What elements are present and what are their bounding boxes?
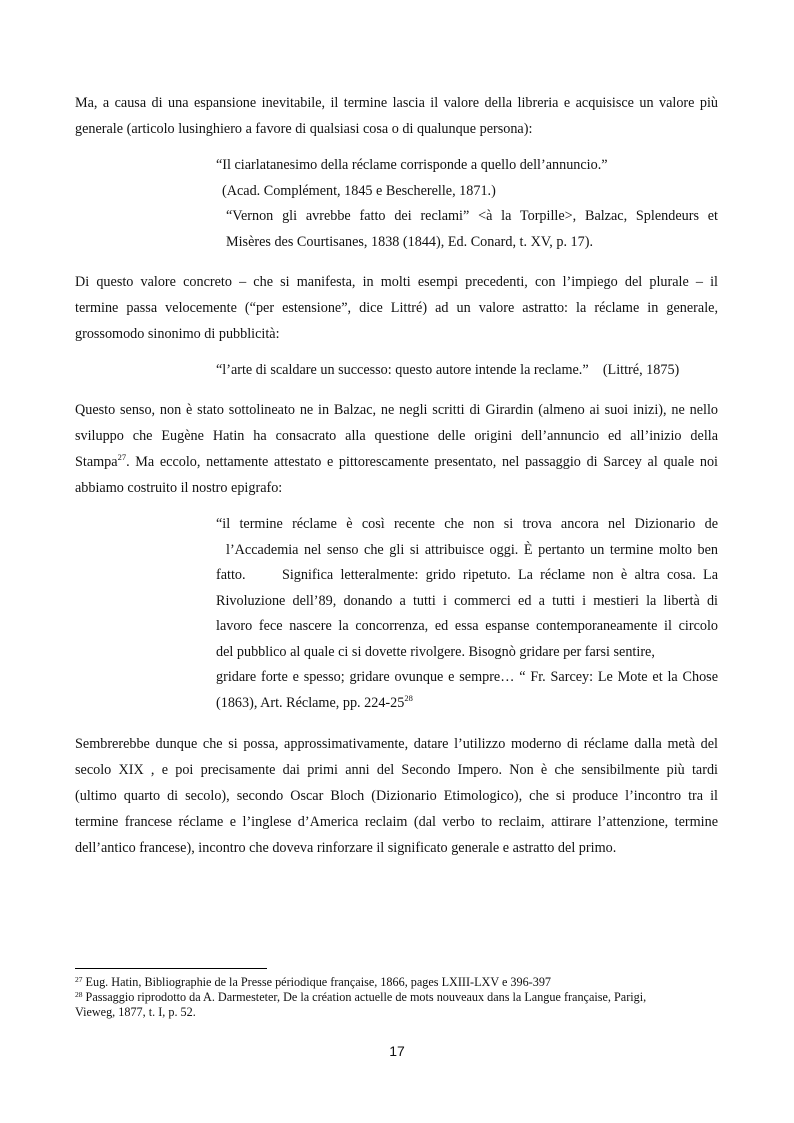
footnote-28: [75, 990, 718, 1020]
paragraph-line: Sembrerebbe dunque che si possa, approssimativamente, datare l’utilizzo moderno di réclame dalla metà del: [75, 736, 718, 752]
paragraph-1: [75, 90, 718, 142]
quote-line: Rivoluzione dell’89, donando a tutti i commerci ed a tutti i mestieri la libertà di: [216, 592, 718, 609]
paragraph-line: Questo senso, non è stato sottolineato ne in Balzac, ne negli scritti di Girardin (almeno ai suoi inizi), ne nello: [75, 402, 718, 418]
quote-line: [216, 691, 718, 717]
quote-line: lavoro fece nascere la concorrenza, ed essa espanse contemporaneamente il circolo: [216, 618, 718, 634]
quote-block-2: [216, 358, 718, 384]
paragraph-line: dell’antico francese), incontro che doveva rinforzare il significato generale e astratto del primo.: [75, 840, 617, 856]
footnote-divider: [75, 968, 267, 969]
paragraph-2: [75, 269, 718, 347]
paragraph-3: [75, 397, 718, 501]
quote-block-1: [216, 153, 718, 255]
paragraph-line: [75, 449, 718, 475]
quote-line: gridare forte e spesso; gridare ovunque e sempre… “ Fr. Sarcey: Le Mote et la Chose: [216, 669, 718, 685]
page-number: 17: [389, 1043, 405, 1059]
footnote-line: Vieweg, 1877, t. I, p. 52.: [75, 1005, 196, 1019]
footnote-ref-27[interactable]: 27: [117, 452, 127, 462]
paragraph-line: abbiamo costruito il nostro epigrafo:: [75, 480, 283, 496]
quote-line: (Acad. Complément, 1845 e Bescherelle, 1871.): [222, 182, 496, 199]
quote-line: “il termine réclame è così recente che non si trova ancora nel Dizionario de: [216, 516, 718, 532]
paragraph-text: . Ma eccolo, nettamente attestato e pittorescamente presentato, nel passaggio di Sarcey al quale noi: [126, 454, 718, 470]
footnote-line: [75, 990, 718, 1005]
paragraph-line: termine francese réclame e l’inglese d’America reclaim (dal verbo to reclaim, attirare l’attenzione, termine: [75, 814, 718, 830]
quote-line: Misères des Courtisanes, 1838 (1844), Ed. Conard, t. XV, p. 17).: [226, 233, 593, 250]
quote-line: “l’arte di scaldare un successo: questo autore intende la reclame.” (Littré, 1875): [216, 362, 680, 378]
paragraph-line: Di questo valore concreto – che si manifesta, in molti esempi precedenti, con l’impiego del plurale – il: [75, 274, 718, 290]
paragraph-line: sviluppo che Eugène Hatin ha consacrato alla questione delle origini dell’annuncio ed all’inizio della: [75, 428, 718, 444]
footnote-ref-28[interactable]: 28: [404, 692, 413, 703]
quote-line: “Il ciarlatanesimo della réclame corrisponde a quello dell’annuncio.”: [216, 157, 608, 173]
paragraph-line: termine passa velocemente (“per estensione”, dice Littré) ad un valore astratto: la réclame in generale,: [75, 300, 718, 316]
footnote-line: [75, 975, 718, 990]
quote-line: l’Accademia nel senso che gli si attribuisce oggi. È pertanto un termine molto ben: [226, 541, 718, 558]
paragraph-4: [75, 731, 718, 861]
paragraph-line: generale (articolo lusinghiero a favore di qualsiasi cosa o di qualunque persona):: [75, 121, 533, 137]
footnote-number: 28: [75, 990, 83, 999]
footnote-27: [75, 975, 718, 990]
footnote-text: Passaggio riprodotto da A. Darmesteter, De la création actuelle de mots nouveaux dans la Langue française, Parigi,: [82, 990, 647, 1004]
paragraph-line: secolo XIX , e poi precisamente dai primi anni del Secondo Impero. Non è che sensibilmente più tardi: [75, 762, 718, 778]
quote-line: “Vernon gli avrebbe fatto dei reclami” <à la Torpille>, Balzac, Splendeurs et: [226, 208, 718, 224]
paragraph-text: Stampa: [75, 454, 118, 470]
paragraph-line: (ultimo quarto di secolo), secondo Oscar Bloch (Dizionario Etimologico), che si produce l’incontro tra il: [75, 788, 718, 804]
footnote-number: 27: [75, 975, 83, 984]
paragraph-line: Ma, a causa di una espansione inevitabile, il termine lascia il valore della libreria e acquisisce un valore più: [75, 95, 718, 111]
quote-block-3: [216, 512, 718, 716]
footnote-text: Eug. Hatin, Bibliographie de la Presse périodique française, 1866, pages LXIII-LXV e 396-397: [82, 975, 552, 989]
quote-line: del pubblico al quale ci si dovette rivolgere. Bisognò gridare per farsi sentire,: [216, 643, 655, 660]
paragraph-line: grossomodo sinonimo di pubblicità:: [75, 326, 280, 342]
quote-line: fatto. Significa letteralmente: grido ripetuto. La réclame non è altra cosa. La: [216, 567, 718, 583]
quote-text: (1863), Art. Réclame, pp. 224-25: [216, 694, 405, 711]
